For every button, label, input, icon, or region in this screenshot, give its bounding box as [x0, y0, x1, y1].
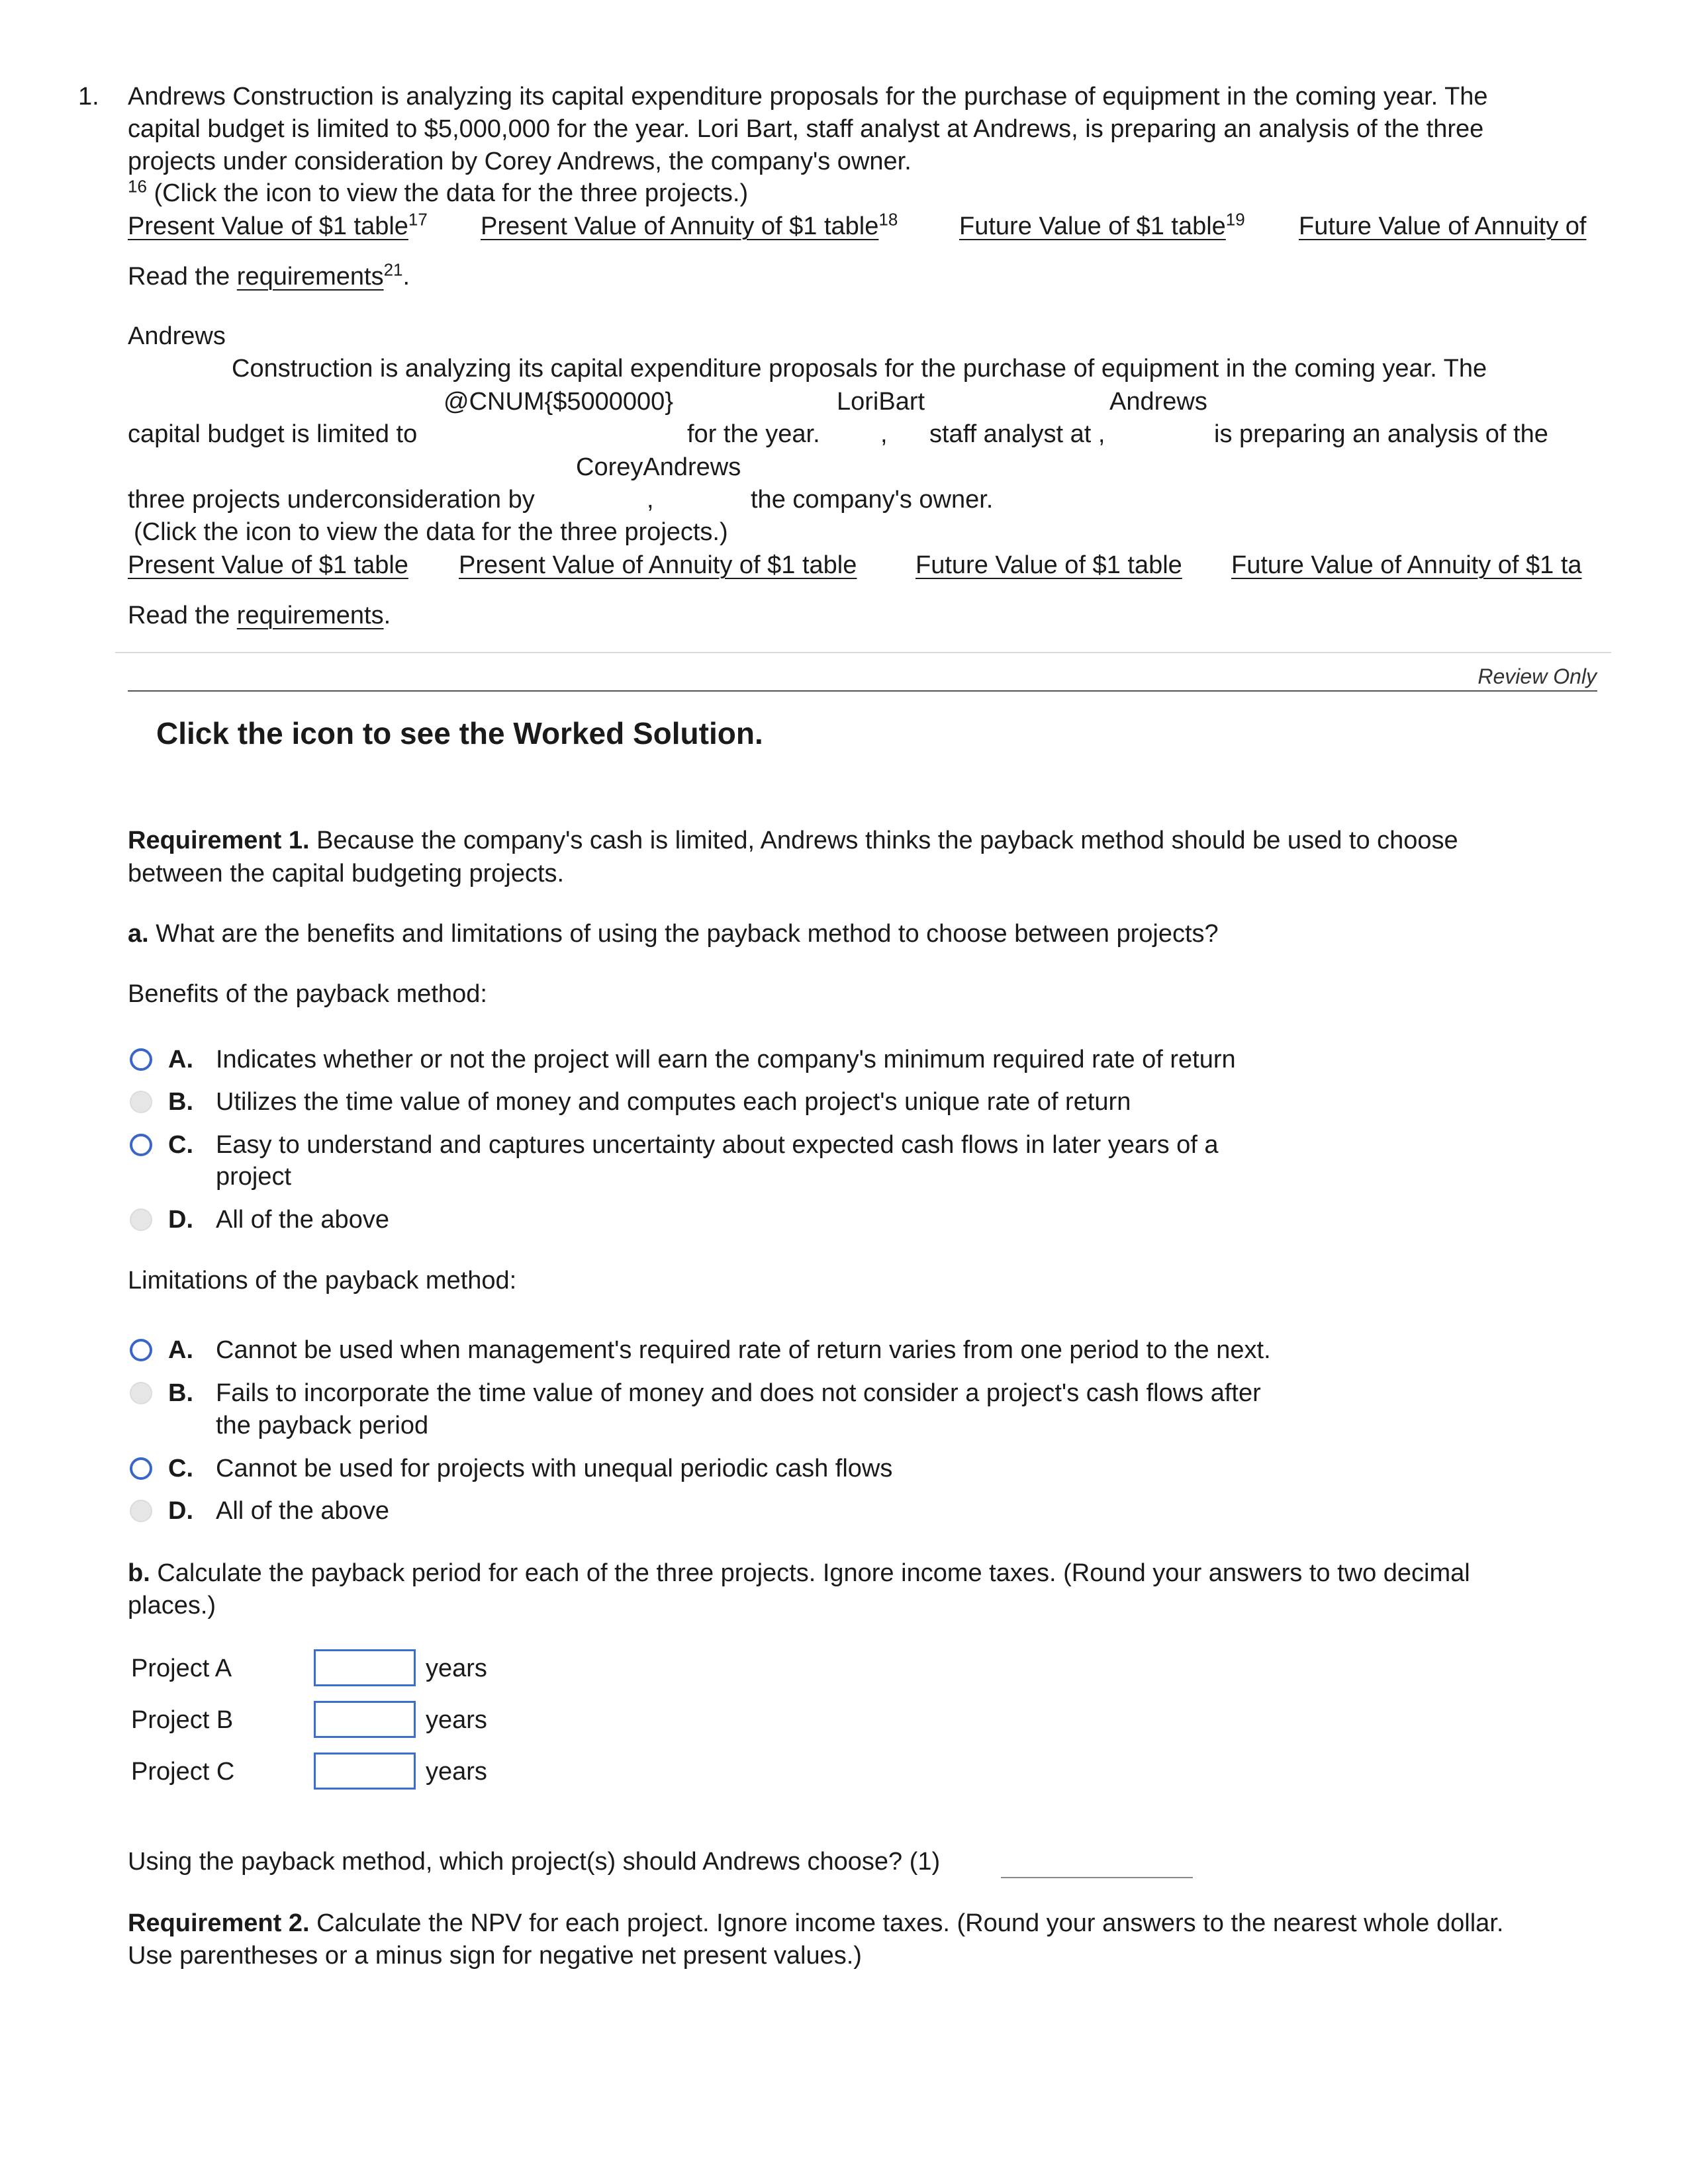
pv-annuity-table-link[interactable]: Present Value of Annuity of $1 table$^{18}$	[481, 209, 898, 240]
limitation-option-b-radio[interactable]	[130, 1382, 152, 1404]
limitation-option-d-radio[interactable]	[130, 1500, 152, 1522]
limitation-option-b-text: Fails to incorporate the time value of money and does not consider a project's cash flows after	[216, 1379, 1261, 1407]
part-b-question: b. Calculate the payback period for each of the three projects. Ignore income taxes. (Round your answers to two decimal	[128, 1559, 1470, 1587]
project-c-payback-input[interactable]	[314, 1752, 416, 1790]
benefit-option-d-text: All of the above	[216, 1206, 389, 1234]
benefit-option-b-letter: B.	[168, 1088, 193, 1116]
requirement-1-text-line-2: between the capital budgeting projects.	[128, 860, 565, 887]
limitation-option-d-letter: D.	[168, 1497, 193, 1525]
benefit-option-b-text: Utilizes the time value of money and computes each project's unique rate of return	[216, 1088, 1131, 1116]
template-requirements-link[interactable]: requirements	[236, 602, 384, 629]
benefit-option-a-radio[interactable]	[130, 1048, 152, 1071]
intro-line-3: projects under consideration by Corey Andrews, the company's owner.	[128, 148, 912, 175]
template-andrews-2: Andrews	[1109, 388, 1207, 416]
limitation-option-c-letter: C.	[168, 1455, 193, 1482]
template-coreyandrews: CoreyAndrews	[576, 453, 741, 481]
template-cnum: @CNUM{$5000000}	[444, 388, 674, 416]
project-b-label: Project B	[131, 1706, 234, 1734]
limitation-option-b-letter: B.	[168, 1379, 193, 1407]
benefit-option-c-radio[interactable]	[130, 1134, 152, 1156]
template-andrews: Andrews	[128, 322, 226, 350]
benefits-heading: Benefits of the payback method:	[128, 980, 487, 1008]
template-line-4c: ,	[880, 420, 888, 448]
project-b-payback-input[interactable]	[314, 1701, 416, 1738]
pv-table-link[interactable]: Present Value of $1 table$^{17}$	[128, 209, 428, 240]
divider-dark	[128, 690, 1597, 692]
project-a-payback-input[interactable]	[314, 1649, 416, 1686]
limitation-option-c-text: Cannot be used for projects with unequal periodic cash flows	[216, 1455, 893, 1482]
part-b-question-line-2: places.)	[128, 1592, 216, 1619]
benefit-option-c-text-line-2: project	[216, 1163, 292, 1191]
template-line-4b: for the year.	[687, 420, 820, 448]
requirement-2-text: Requirement 2. Calculate the NPV for each project. Ignore income taxes. (Round your answers to the nearest whole dollar.	[128, 1909, 1504, 1937]
project-c-label: Project C	[131, 1758, 235, 1786]
part-a-question: a. What are the benefits and limitations of using the payback method to choose between projects?	[128, 920, 1219, 948]
template-line-4d: staff analyst at ,	[929, 420, 1105, 448]
project-b-unit: years	[426, 1706, 487, 1734]
template-pv-table-link[interactable]: Present Value of $1 table	[128, 551, 408, 579]
payback-choice-question: Using the payback method, which project(s) should Andrews choose? (1)	[128, 1848, 941, 1876]
limitations-heading: Limitations of the payback method:	[128, 1267, 517, 1295]
template-line-4a: capital budget is limited to	[128, 420, 418, 448]
benefit-option-d-letter: D.	[168, 1206, 193, 1234]
footnote-marker: 16	[128, 176, 147, 197]
divider-light	[115, 652, 1611, 653]
limitation-option-a-radio[interactable]	[130, 1339, 152, 1361]
project-a-label: Project A	[131, 1655, 232, 1682]
project-c-unit: years	[426, 1758, 487, 1786]
template-loribart: LoriBart	[837, 388, 925, 416]
problem-number: 1.	[78, 83, 99, 111]
template-line-6c: the company's owner.	[751, 486, 994, 514]
intro-line-1: Andrews Construction is analyzing its capital expenditure proposals for the purchase of equipment in the coming year. The	[128, 83, 1488, 111]
template-line-6b: ,	[647, 486, 654, 514]
limitation-option-c-radio[interactable]	[130, 1457, 152, 1480]
limitation-option-a-letter: A.	[168, 1336, 193, 1364]
template-read-requirements: Read the requirements.	[128, 602, 391, 629]
benefit-option-d-radio[interactable]	[130, 1208, 152, 1231]
benefit-option-a-letter: A.	[168, 1046, 193, 1073]
fv-table-link[interactable]: Future Value of $1 table$^{19}$	[959, 209, 1245, 240]
review-only-label: Review Only	[1477, 664, 1597, 688]
limitation-option-a-text: Cannot be used when management's required rate of return varies from one period to the next.	[216, 1336, 1271, 1364]
requirement-1-text: Requirement 1. Because the company's cash is limited, Andrews thinks the payback method should be used to choose	[128, 827, 1458, 854]
intro-line-2: capital budget is limited to $5,000,000 for the year. Lori Bart, staff analyst at Andrews, is preparing an analysis of the three	[128, 115, 1484, 143]
template-data-icon-prompt[interactable]: (Click the icon to view the data for the three projects.)	[134, 518, 728, 546]
requirements-link[interactable]: requirements	[236, 263, 384, 291]
project-a-unit: years	[426, 1655, 487, 1682]
template-fv-table-link[interactable]: Future Value of $1 table	[915, 551, 1182, 579]
benefit-option-c-letter: C.	[168, 1131, 193, 1159]
benefit-option-b-radio[interactable]	[130, 1091, 152, 1113]
read-requirements: Read the requirements$^{21}$.	[128, 259, 410, 291]
benefit-option-a-text: Indicates whether or not the project will earn the company's minimum required rate of return	[216, 1046, 1236, 1073]
worked-solution-prompt[interactable]: Click the icon to see the Worked Solution.	[156, 716, 763, 751]
limitation-option-b-text-line-2: the payback period	[216, 1412, 429, 1439]
limitation-option-d-text: All of the above	[216, 1497, 389, 1525]
template-pv-annuity-table-link[interactable]: Present Value of Annuity of $1 table	[459, 551, 857, 579]
benefit-option-c-text: Easy to understand and captures uncertainty about expected cash flows in later years of a	[216, 1131, 1219, 1159]
fv-annuity-table-link[interactable]: Future Value of Annuity of	[1299, 212, 1587, 240]
template-line-6a: three projects underconsideration by	[128, 486, 535, 514]
template-line-4e: is preparing an analysis of the	[1214, 420, 1548, 448]
template-line-2: Construction is analyzing its capital expenditure proposals for the purchase of equipment in the coming year. The	[232, 355, 1487, 383]
payback-choice-dropdown[interactable]	[1001, 1877, 1193, 1878]
data-icon-prompt[interactable]: $^{16}$ (Click the icon to view the data for the three projects.)	[128, 176, 749, 207]
template-fv-annuity-table-link[interactable]: Future Value of Annuity of $1 ta	[1231, 551, 1582, 579]
requirement-2-text-line-2: Use parentheses or a minus sign for negative net present values.)	[128, 1942, 862, 1970]
